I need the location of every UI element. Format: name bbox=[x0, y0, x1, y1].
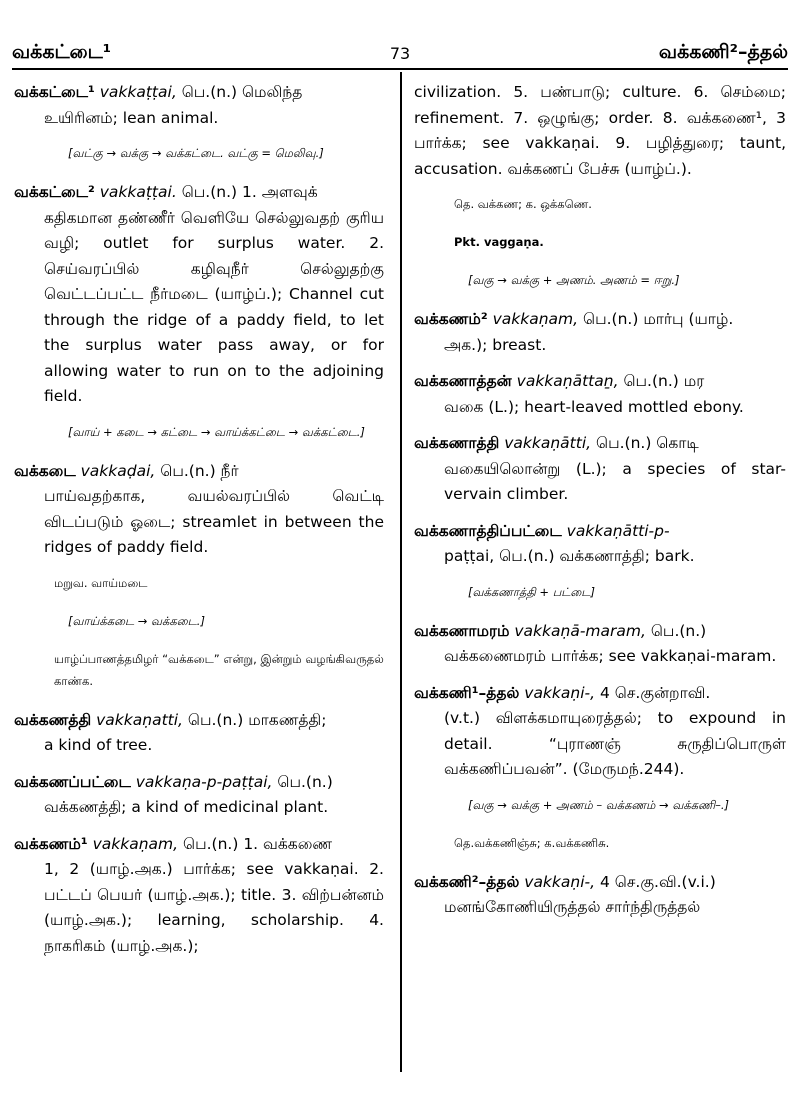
dictionary-entry bbox=[14, 770, 384, 821]
dictionary-entry bbox=[14, 459, 384, 561]
entry-definition: a kind of tree. bbox=[44, 736, 153, 754]
entry-first-line: பெ.(n.) bbox=[650, 621, 707, 640]
column-divider bbox=[400, 72, 402, 1072]
dictionary-entry bbox=[14, 708, 384, 759]
entry-definition: அக.); breast. bbox=[444, 335, 547, 354]
page-header bbox=[12, 38, 788, 70]
entry-definition: வகையிலொன்று (L.); a species of star-vervain climber. bbox=[444, 459, 786, 503]
cognate-note: தெ.வக்கணிஞ்சு; க.வக்கணிசு. bbox=[454, 835, 610, 850]
dictionary-entry bbox=[14, 832, 384, 960]
entry-first-line: பெ.(n.) 1. வக்கணை bbox=[183, 834, 333, 853]
entry-first-line: பெ.(n.) கொடி bbox=[596, 434, 699, 452]
etymology: [வாய்க்கடை → வக்கடை.] bbox=[68, 613, 205, 628]
entry-definition: மனங்கோணியிருத்தல் சார்ந்திருத்தல் bbox=[444, 898, 701, 916]
headword: வக்கணி¹–த்தல் bbox=[414, 683, 520, 702]
entry-first-line: பெ.(n.) மார்பு (யாழ். bbox=[583, 310, 734, 328]
headword: வக்கடை bbox=[14, 461, 76, 480]
etymology: [வாய் + கடை → கட்டை → வாய்க்கட்டை → வக்கட்டை.] bbox=[68, 424, 365, 439]
dictionary-entry bbox=[414, 870, 786, 921]
dictionary-entry bbox=[414, 619, 786, 670]
entry-definition: 1, 2 (யாழ்.அக.) பார்க்க; see vakkaṇai. 2. பட்டப் பெயர் (யாழ்.அக.); title. 3. விற்பன்னம் (யாழ்.அக.); learning, scholarship. 4. நாகரிகம் (யாழ்.அக.); bbox=[44, 860, 384, 955]
headword: வக்கணாத்திப்பட்டை bbox=[414, 521, 562, 540]
transliteration: vakkaṭṭai, bbox=[99, 83, 177, 101]
entry-first-line: 4 செ.குன்றாவி. bbox=[599, 683, 711, 702]
transliteration: vakkaṇātti-p- bbox=[566, 521, 670, 540]
entry-first-line: பெ.(n.) bbox=[277, 772, 333, 791]
entry-continuation: civilization. 5. பண்பாடு; culture. 6. செம்மை; refinement. 7. ஒழுங்கு; order. 8. வக்கணை¹, 3 பார்க்க; see vakkaṇai. 9. பழித்துரை; taunt, accusation. வக்கணப் பேச்சு (யாழ்ப்.). bbox=[414, 83, 786, 178]
headword: வக்கட்டை¹ bbox=[14, 83, 95, 101]
entry-definition: கதிகமான தண்ணீர் வெளியே செல்லுவதற் குரிய வழி; outlet for surplus water. 2. செய்வரப்பில் கழிவுநீர் செல்லுதற்கு வெட்டப்பட்ட நீர்மடை (யாழ்ப்.); Channel cut through the ridge of a paddy field, to let the surplus water pass away, or for allowing water to run on to the adjoining field. bbox=[44, 208, 384, 405]
headword: வக்கணி²–த்தல் bbox=[414, 872, 520, 891]
entry-first-line: பெ.(n.) மெலிந்த bbox=[181, 83, 303, 101]
transliteration: vakkaṇam, bbox=[92, 834, 179, 853]
left-column bbox=[14, 80, 384, 970]
entry-first-line: பெ.(n.) மாகணத்தி; bbox=[187, 710, 327, 729]
entry-definition: பாய்வதற்காக, வயல்வரப்பில் வெட்டி விடப்படும் ஓடை; streamlet in between the ridges of paddy field. bbox=[44, 487, 384, 556]
entry-first-line: பெ.(n.) மர bbox=[623, 372, 705, 390]
running-head-left: வக்கட்டை¹ bbox=[12, 40, 112, 63]
entry-first-line: பெ.(n.) நீர் bbox=[160, 461, 239, 480]
headword: வக்கணம்² bbox=[414, 310, 488, 328]
headword: வக்கணம்¹ bbox=[14, 834, 88, 853]
headword: வக்கணாமரம் bbox=[414, 621, 510, 640]
dictionary-entry bbox=[414, 681, 786, 783]
cognate-note: யாழ்ப்பாணத்தமிழர் “வக்கடை” என்று, இன்றும் வழங்கிவருதல் காண்க. bbox=[54, 651, 384, 688]
dictionary-entry bbox=[14, 180, 384, 410]
dictionary-entry bbox=[414, 307, 786, 358]
etymology: [வக்கணாத்தி + பட்டை] bbox=[468, 584, 595, 599]
cognate-note: மறுவ. வாய்மடை bbox=[54, 575, 148, 590]
dictionary-entry bbox=[14, 80, 384, 131]
transliteration: vakkaṇa-p-paṭṭai, bbox=[135, 772, 273, 791]
transliteration: vakkaṇāttaṉ, bbox=[516, 372, 619, 390]
etymology: [வட்கு → வக்கு → வக்கட்டை. வட்கு = மெலிவு.] bbox=[68, 146, 324, 160]
transliteration: vakkaḍai, bbox=[80, 461, 156, 480]
dictionary-entry bbox=[414, 431, 786, 508]
headword: வக்கணப்பட்டை bbox=[14, 772, 131, 791]
page-number: 73 bbox=[389, 43, 411, 63]
right-column bbox=[414, 80, 786, 932]
dictionary-entry bbox=[414, 519, 786, 570]
headword: வக்கணாத்தி bbox=[414, 434, 500, 452]
transliteration: vakkaṭṭai. bbox=[99, 183, 177, 201]
dictionary-entry bbox=[414, 369, 786, 420]
etymology: [வகு → வக்கு + அணம். அணம் = ஈறு.] bbox=[468, 273, 680, 287]
entry-first-line: 4 செ.கு.வி.(v.i.) bbox=[599, 872, 716, 891]
transliteration: vakkaṇātti, bbox=[504, 434, 592, 452]
entry-definition: உயிரினம்; lean animal. bbox=[44, 108, 219, 127]
entry-definition: paṭṭai, பெ.(n.) வக்கணாத்தி; bark. bbox=[444, 547, 695, 565]
etymology: [வகு → வக்கு + அணம் – வக்கணம் → வக்கணி–.] bbox=[468, 797, 730, 812]
entry-definition: வகை (L.); heart-leaved mottled ebony. bbox=[444, 397, 744, 416]
transliteration: vakkaṇatti, bbox=[96, 710, 183, 729]
transliteration: vakkaṇi-, bbox=[524, 872, 596, 891]
entry-definition: வக்கணத்தி; a kind of medicinal plant. bbox=[44, 798, 329, 816]
entry-definition: வக்கணைமரம் பார்க்க; see vakkaṇai-maram. bbox=[444, 647, 777, 665]
headword: வக்கட்டை² bbox=[14, 183, 95, 201]
running-head-right: வக்கணி²–த்தல் bbox=[658, 40, 788, 63]
headword: வக்கணத்தி bbox=[14, 710, 92, 729]
transliteration: vakkaṇam, bbox=[492, 310, 579, 328]
transliteration: vakkaṇā-maram, bbox=[514, 621, 646, 640]
transliteration: vakkaṇi-, bbox=[524, 683, 596, 702]
entry-first-line: பெ.(n.) 1. அளவுக் bbox=[181, 183, 318, 201]
cognate-note: தெ. வக்கண; க. ஒக்கணெ. bbox=[454, 197, 592, 211]
entry-definition: (v.t.) விளக்கமாயுரைத்தல்; to expound in detail. “புராணஞ் சுருதிப்பொருள் வக்கணிப்பவன்”. (மேருமந்.244). bbox=[444, 709, 786, 778]
headword: வக்கணாத்தன் bbox=[414, 372, 512, 390]
cognate-note: Pkt. vaggaṇa. bbox=[454, 235, 544, 249]
